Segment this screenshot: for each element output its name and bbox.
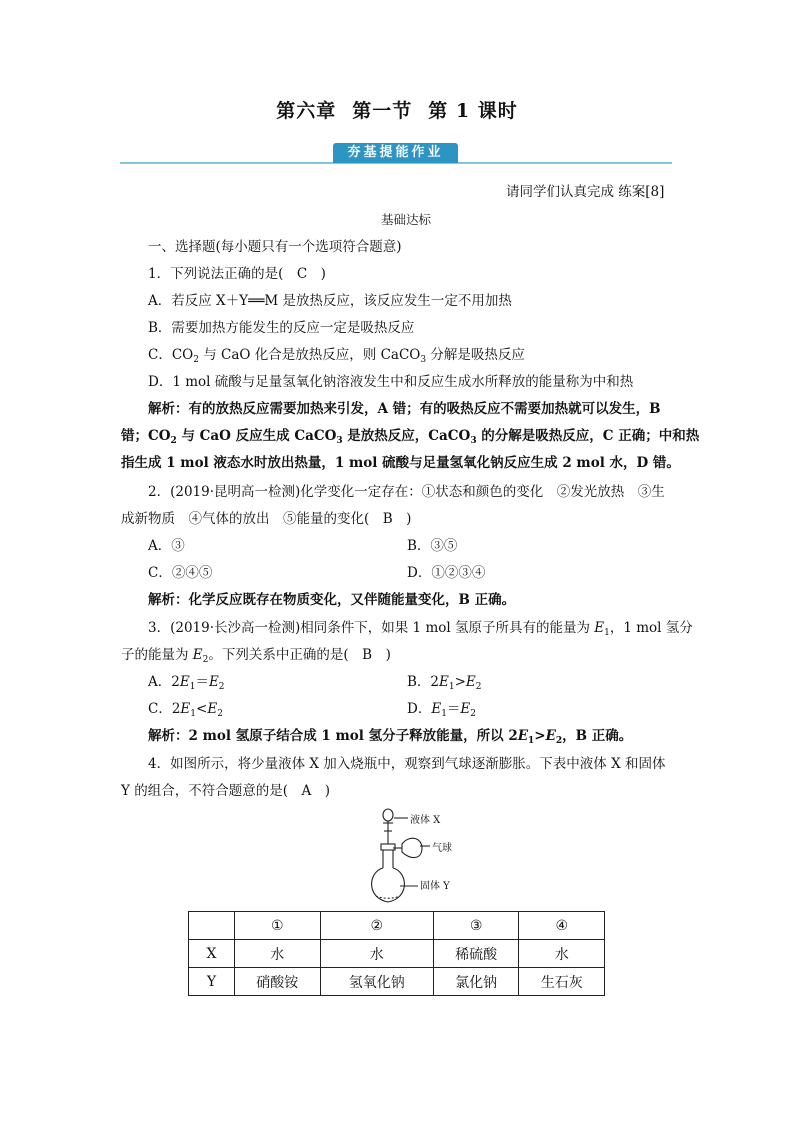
q2-option-a: A．③ xyxy=(148,538,185,554)
assignment-note: 请同学们认真完成 练案[8] xyxy=(506,184,665,200)
q1-explanation-line3: 指生成 1 mol 液态水时放出热量，1 mol 硫酸与足量氢氧化钠反应生成 2 mol 水，D 错。 xyxy=(121,455,680,471)
q2-explanation: 解析：化学反应既存在物质变化，又伴随能量变化，B 正确。 xyxy=(148,592,516,608)
table-header-cell: ④ xyxy=(519,912,605,940)
q1-option-a: A．若反应 X＋Y══M 是放热反应，该反应发生一定不用加热 xyxy=(148,293,512,309)
table-cell: 水 xyxy=(519,940,605,968)
q1-option-d: D．1 mol 硫酸与足量氢氧化钠溶液发生中和反应生成水所释放的能量称为中和热 xyxy=(148,374,634,390)
q3-option-b: B．$2E_1>E_2$ xyxy=(407,674,482,692)
table-cell: 生石灰 xyxy=(519,968,605,996)
table-header-cell: ① xyxy=(235,912,321,940)
funnel-bulb xyxy=(383,809,393,821)
page-title xyxy=(0,96,794,123)
table-row xyxy=(189,940,605,968)
table-cell: 氯化钠 xyxy=(433,968,519,996)
balloon xyxy=(402,838,422,857)
chapter-label: 第六章 xyxy=(276,100,337,122)
q3-stem-line2: 子的能量为 $E_2$。下列关系中正确的是( B ) xyxy=(121,647,391,665)
table-header-cell: ③ xyxy=(433,912,519,940)
table-cell: 水 xyxy=(235,940,321,968)
q3-option-d: D．$E_1=E_2$ xyxy=(407,701,477,719)
combination-table xyxy=(188,911,605,996)
q3-option-c: C．$2E_1<E_2$ xyxy=(148,701,223,719)
table-cell: 水 xyxy=(320,940,433,968)
label-balloon: 气球 xyxy=(432,843,452,854)
table-cell: Y xyxy=(189,968,235,996)
table-cell: 氢氧化钠 xyxy=(320,968,433,996)
table-header-row xyxy=(189,912,605,940)
table-cell: X xyxy=(189,940,235,968)
q1-option-b: B．需要加热方能发生的反应一定是吸热反应 xyxy=(148,320,415,336)
q2-stem-line2: 成新物质 ④气体的放出 ⑤能量的变化( B ) xyxy=(121,511,412,527)
q1-explanation-line2: 错；$CO_2$ 与 CaO 反应生成 CaCO$_3$ 是放热反应，CaCO$_3$ 的分解是吸热反应，C 正确；中和热 xyxy=(121,428,700,446)
q3-stem-line1: 3．(2019·长沙高一检测)相同条件下，如果 1 mol 氢原子所具有的能量为 $E_1$，1 mol 氢分 xyxy=(148,620,693,638)
q3-explanation: 解析：2 mol 氢原子结合成 1 mol 氢分子释放能量，所以 $2E_1>E_2$，B 正确。 xyxy=(148,728,633,746)
table-header-cell: ② xyxy=(320,912,433,940)
table-cell: 硝酸铵 xyxy=(235,968,321,996)
q1-explanation-line1: 解析：有的放热反应需要加热来引发，A 错；有的吸热反应不需要加热就可以发生，B xyxy=(148,401,661,417)
section-label: 第一节 xyxy=(352,100,413,122)
q4-stem-line2: Y 的组合，不符合题意的是( A ) xyxy=(121,783,330,799)
section-title: 基础达标 xyxy=(381,212,432,227)
lesson-label: 第 1 课时 xyxy=(428,100,518,122)
table-row xyxy=(189,968,605,996)
table-header-cell xyxy=(189,912,235,940)
q2-option-c: C．②④⑤ xyxy=(148,565,213,581)
q3-option-a: A．$2E_1=E_2$ xyxy=(148,674,225,692)
q2-option-b: B．③⑤ xyxy=(407,538,458,554)
q1-stem: 1．下列说法正确的是( C ) xyxy=(148,266,326,282)
q1-option-c: C．$CO_2$ 与 CaO 化合是放热反应，则 CaCO$_3$ 分解是吸热反应 xyxy=(148,347,525,365)
q4-stem-line1: 4．如图所示，将少量液体 X 加入烧瓶中，观察到气球逐渐膨胀。下表中液体 X 和固体 xyxy=(148,756,666,772)
banner-badge: 夯基提能作业 xyxy=(333,143,458,163)
part-title: 一、选择题(每小题只有一个选项符合题意) xyxy=(148,239,402,255)
q2-option-d: D．①②③④ xyxy=(407,565,486,581)
q2-stem-line1: 2．(2019·昆明高一检测)化学变化一定存在：①状态和颜色的变化 ②发光放热 ③生 xyxy=(148,484,665,500)
label-solid-y: 固体 Y xyxy=(420,881,450,892)
label-liquid-x: 液体 X xyxy=(410,815,441,826)
flask-body xyxy=(372,868,405,902)
table-cell: 稀硫酸 xyxy=(433,940,519,968)
